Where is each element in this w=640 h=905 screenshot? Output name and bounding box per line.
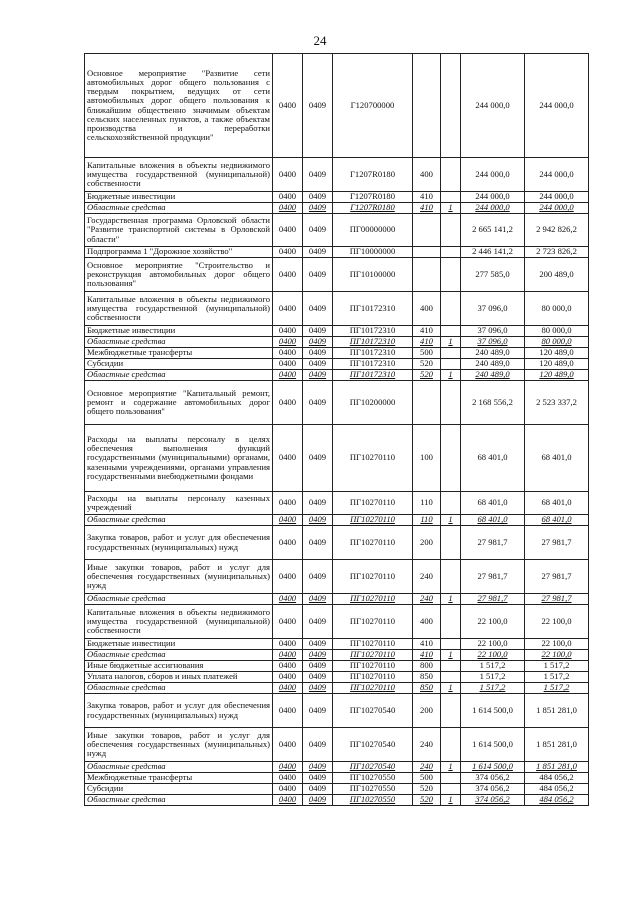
source-code [441,158,461,192]
table-row [85,214,589,247]
amount-year-2: 120 489,0 [525,348,589,359]
subsection-code: 0409 [303,683,333,694]
amount-year-2: 1 517,2 [525,683,589,694]
expense-name: Иные закупки товаров, работ и услуг для обеспечения государственных (муниципальных) нужд [85,728,273,762]
source-code: 1 [441,370,461,381]
target-article-code: Г1207R0180 [333,158,413,192]
expense-type-code: 410 [413,337,441,348]
table-row [85,381,589,425]
target-article-code: ПГ10270110 [333,492,413,515]
amount-year-2: 27 981,7 [525,526,589,560]
source-code [441,728,461,762]
amount-year-1: 2 665 141,2 [461,214,525,247]
expense-type-code: 850 [413,672,441,683]
expense-name: Областные средства [85,370,273,381]
expense-type-code [413,247,441,258]
expense-name: Областные средства [85,795,273,806]
section-code: 0400 [273,773,303,784]
amount-year-1: 1 517,2 [461,661,525,672]
source-code [441,258,461,292]
expense-type-code: 400 [413,158,441,192]
expense-name: Закупка товаров, работ и услуг для обеспечения государственных (муниципальных) нужд [85,694,273,728]
amount-year-1: 2 168 556,2 [461,381,525,425]
expense-type-code: 520 [413,370,441,381]
subsection-code: 0409 [303,762,333,773]
target-article-code: ПГ10270550 [333,795,413,806]
source-code [441,348,461,359]
target-article-code: ПГ10270110 [333,661,413,672]
expense-name: Межбюджетные трансферты [85,348,273,359]
table-row [85,672,589,683]
section-code: 0400 [273,381,303,425]
amount-year-2: 2 523 337,2 [525,381,589,425]
target-article-code: ПГ10270110 [333,425,413,492]
section-code: 0400 [273,639,303,650]
target-article-code: ПГ10000000 [333,247,413,258]
amount-year-2: 80 000,0 [525,292,589,326]
subsection-code: 0409 [303,515,333,526]
source-code [441,381,461,425]
amount-year-2: 22 100,0 [525,605,589,639]
amount-year-1: 240 489,0 [461,348,525,359]
section-code: 0400 [273,784,303,795]
subsection-code: 0409 [303,192,333,203]
section-code: 0400 [273,661,303,672]
expense-type-code: 410 [413,639,441,650]
section-code: 0400 [273,762,303,773]
expense-type-code: 100 [413,425,441,492]
target-article-code: Г1207R0180 [333,203,413,214]
amount-year-1: 1 614 500,0 [461,728,525,762]
subsection-code: 0409 [303,292,333,326]
source-code [441,247,461,258]
amount-year-1: 244 000,0 [461,158,525,192]
expense-type-code: 200 [413,694,441,728]
table-row-oblast [85,650,589,661]
expense-type-code: 200 [413,526,441,560]
table-row [85,158,589,192]
expense-name: Бюджетные инвестиции [85,326,273,337]
expense-type-code: 410 [413,203,441,214]
target-article-code: ПГ10270110 [333,515,413,526]
subsection-code: 0409 [303,773,333,784]
subsection-code: 0409 [303,639,333,650]
subsection-code: 0409 [303,326,333,337]
amount-year-1: 240 489,0 [461,359,525,370]
amount-year-1: 374 056,2 [461,795,525,806]
expense-type-code: 110 [413,492,441,515]
amount-year-2: 27 981,7 [525,594,589,605]
amount-year-2: 22 100,0 [525,639,589,650]
table-row-oblast [85,594,589,605]
amount-year-2: 120 489,0 [525,359,589,370]
source-code: 1 [441,203,461,214]
amount-year-1: 37 096,0 [461,326,525,337]
amount-year-2: 484 056,2 [525,795,589,806]
expense-type-code: 410 [413,650,441,661]
table-row-oblast [85,762,589,773]
target-article-code: ПГ10172310 [333,348,413,359]
source-code [441,639,461,650]
amount-year-2: 1 851 281,0 [525,762,589,773]
table-row [85,639,589,650]
subsection-code: 0409 [303,54,333,158]
section-code: 0400 [273,326,303,337]
source-code [441,359,461,370]
amount-year-1: 37 096,0 [461,337,525,348]
expense-type-code: 520 [413,359,441,370]
expense-type-code [413,258,441,292]
expense-type-code: 410 [413,192,441,203]
target-article-code: ПГ10270110 [333,605,413,639]
table-row [85,425,589,492]
expense-type-code: 240 [413,762,441,773]
table-row-oblast [85,683,589,694]
expense-name: Уплата налогов, сборов и иных платежей [85,672,273,683]
expense-name: Капитальные вложения в объекты недвижимого имущества государственной (муниципальной) собственности [85,158,273,192]
table-row [85,359,589,370]
section-code: 0400 [273,728,303,762]
amount-year-1: 244 000,0 [461,54,525,158]
expense-type-code: 410 [413,326,441,337]
source-code: 1 [441,515,461,526]
table-row [85,192,589,203]
subsection-code: 0409 [303,214,333,247]
source-code [441,694,461,728]
table-row [85,326,589,337]
source-code [441,214,461,247]
amount-year-1: 68 401,0 [461,515,525,526]
subsection-code: 0409 [303,247,333,258]
source-code: 1 [441,795,461,806]
subsection-code: 0409 [303,370,333,381]
budget-table [84,53,589,806]
page-number: 24 [313,33,327,48]
target-article-code: ПГ10270110 [333,650,413,661]
table-row [85,492,589,515]
subsection-code: 0409 [303,492,333,515]
table-row-oblast [85,795,589,806]
expense-name: Расходы на выплаты персоналу казенных учреждений [85,492,273,515]
source-code [441,605,461,639]
section-code: 0400 [273,292,303,326]
amount-year-1: 244 000,0 [461,203,525,214]
table-row [85,728,589,762]
amount-year-2: 244 000,0 [525,203,589,214]
amount-year-2: 1 851 281,0 [525,728,589,762]
amount-year-1: 374 056,2 [461,784,525,795]
target-article-code: ПГ10172310 [333,359,413,370]
expense-name: Основное мероприятие "Капитальный ремонт, ремонт и содержание автомобильных дорог общего пользования" [85,381,273,425]
subsection-code: 0409 [303,359,333,370]
amount-year-2: 244 000,0 [525,158,589,192]
expense-name: Основное мероприятие "Строительство и реконструкция автомобильных дорог общего пользования" [85,258,273,292]
amount-year-1: 1 517,2 [461,683,525,694]
expense-name: Подпрограмма 1 "Дорожное хозяйство" [85,247,273,258]
source-code [441,773,461,784]
subsection-code: 0409 [303,605,333,639]
amount-year-1: 22 100,0 [461,605,525,639]
amount-year-1: 277 585,0 [461,258,525,292]
subsection-code: 0409 [303,672,333,683]
target-article-code: ПГ10270550 [333,773,413,784]
section-code: 0400 [273,526,303,560]
table-row [85,661,589,672]
subsection-code: 0409 [303,425,333,492]
section-code: 0400 [273,605,303,639]
target-article-code: ПГ10172310 [333,370,413,381]
expense-name: Областные средства [85,650,273,661]
source-code: 1 [441,683,461,694]
target-article-code: ПГ10270540 [333,762,413,773]
expense-name: Областные средства [85,683,273,694]
amount-year-1: 22 100,0 [461,650,525,661]
amount-year-1: 27 981,7 [461,594,525,605]
amount-year-1: 1 614 500,0 [461,762,525,773]
subsection-code: 0409 [303,348,333,359]
target-article-code: ПГ10172310 [333,337,413,348]
subsection-code: 0409 [303,661,333,672]
section-code: 0400 [273,203,303,214]
target-article-code: ПГ10270540 [333,728,413,762]
amount-year-1: 1 614 500,0 [461,694,525,728]
budget-table-body [85,54,589,806]
section-code: 0400 [273,683,303,694]
expense-name: Капитальные вложения в объекты недвижимого имущества государственной (муниципальной) собственности [85,292,273,326]
section-code: 0400 [273,492,303,515]
source-code [441,526,461,560]
table-row [85,605,589,639]
source-code [441,672,461,683]
subsection-code: 0409 [303,560,333,594]
source-code [441,292,461,326]
expense-type-code: 850 [413,683,441,694]
expense-name: Капитальные вложения в объекты недвижимого имущества государственной (муниципальной) собственности [85,605,273,639]
source-code [441,492,461,515]
amount-year-2: 484 056,2 [525,773,589,784]
amount-year-2: 1 517,2 [525,672,589,683]
table-row [85,54,589,158]
subsection-code: 0409 [303,258,333,292]
expense-type-code [413,54,441,158]
expense-name: Основное мероприятие "Развитие сети автомобильных дорог общего пользования с твердым покрытием, ведущих от сети автомобильных дорог общего пользования к ближайшим общественно значимым объектам сельских населенных пунктов, а также объектам производства и переработки сельскохозяйственной продукции" [85,54,273,158]
section-code: 0400 [273,247,303,258]
amount-year-2: 27 981,7 [525,560,589,594]
amount-year-2: 68 401,0 [525,492,589,515]
table-row [85,348,589,359]
table-row [85,560,589,594]
expense-name: Закупка товаров, работ и услуг для обеспечения государственных (муниципальных) нужд [85,526,273,560]
expense-name: Субсидии [85,784,273,795]
expense-type-code: 520 [413,784,441,795]
expense-name: Областные средства [85,762,273,773]
table-row-oblast [85,515,589,526]
expense-type-code: 240 [413,728,441,762]
expense-name: Иные закупки товаров, работ и услуг для обеспечения государственных (муниципальных) нужд [85,560,273,594]
table-row [85,784,589,795]
expense-name: Областные средства [85,337,273,348]
expense-type-code: 520 [413,795,441,806]
expense-type-code: 500 [413,348,441,359]
amount-year-2: 2 723 826,2 [525,247,589,258]
table-row [85,292,589,326]
table-row-oblast [85,203,589,214]
section-code: 0400 [273,650,303,661]
subsection-code: 0409 [303,203,333,214]
expense-type-code: 400 [413,292,441,326]
amount-year-2: 80 000,0 [525,326,589,337]
expense-type-code: 400 [413,605,441,639]
amount-year-2: 120 489,0 [525,370,589,381]
section-code: 0400 [273,214,303,247]
source-code [441,661,461,672]
subsection-code: 0409 [303,158,333,192]
source-code: 1 [441,337,461,348]
expense-name: Государственная программа Орловской области "Развитие транспортной системы в Орловской области" [85,214,273,247]
amount-year-1: 22 100,0 [461,639,525,650]
section-code: 0400 [273,425,303,492]
amount-year-1: 2 446 141,2 [461,247,525,258]
section-code: 0400 [273,192,303,203]
subsection-code: 0409 [303,337,333,348]
source-code: 1 [441,762,461,773]
amount-year-2: 1 851 281,0 [525,694,589,728]
amount-year-2: 68 401,0 [525,515,589,526]
amount-year-1: 1 517,2 [461,672,525,683]
section-code: 0400 [273,258,303,292]
expense-name: Расходы на выплаты персоналу в целях обеспечения выполнения функций государственными (муниципальными) органами, казенными учреждениями, органами управления государственными внебюджетными фондами [85,425,273,492]
section-code: 0400 [273,54,303,158]
subsection-code: 0409 [303,526,333,560]
target-article-code: ПГ10270110 [333,560,413,594]
expense-type-code: 800 [413,661,441,672]
source-code [441,425,461,492]
target-article-code: Г1207R0180 [333,192,413,203]
table-row [85,247,589,258]
source-code: 1 [441,650,461,661]
expense-type-code: 500 [413,773,441,784]
section-code: 0400 [273,348,303,359]
target-article-code: ПГ10270110 [333,526,413,560]
amount-year-1: 27 981,7 [461,560,525,594]
amount-year-2: 200 489,0 [525,258,589,292]
expense-type-code [413,214,441,247]
section-code: 0400 [273,370,303,381]
table-row [85,258,589,292]
source-code [441,784,461,795]
source-code [441,560,461,594]
table-row [85,694,589,728]
section-code: 0400 [273,594,303,605]
expense-name: Бюджетные инвестиции [85,192,273,203]
source-code: 1 [441,594,461,605]
target-article-code: ПГ10270110 [333,683,413,694]
table-row-oblast [85,370,589,381]
amount-year-1: 37 096,0 [461,292,525,326]
target-article-code: ПГ10270110 [333,594,413,605]
expense-name: Бюджетные инвестиции [85,639,273,650]
subsection-code: 0409 [303,728,333,762]
subsection-code: 0409 [303,381,333,425]
amount-year-2: 244 000,0 [525,192,589,203]
section-code: 0400 [273,515,303,526]
table-row [85,773,589,784]
target-article-code: ПГ10270550 [333,784,413,795]
source-code [441,192,461,203]
amount-year-1: 374 056,2 [461,773,525,784]
section-code: 0400 [273,158,303,192]
target-article-code: ПГ10270110 [333,639,413,650]
target-article-code: ПГ10172310 [333,326,413,337]
expense-name: Областные средства [85,203,273,214]
amount-year-2: 1 517,2 [525,661,589,672]
subsection-code: 0409 [303,784,333,795]
amount-year-1: 68 401,0 [461,425,525,492]
amount-year-1: 244 000,0 [461,192,525,203]
expense-type-code: 240 [413,594,441,605]
expense-name: Областные средства [85,594,273,605]
amount-year-1: 27 981,7 [461,526,525,560]
target-article-code: Г120700000 [333,54,413,158]
target-article-code: ПГ10100000 [333,258,413,292]
subsection-code: 0409 [303,594,333,605]
expense-type-code: 110 [413,515,441,526]
target-article-code: ПГ10172310 [333,292,413,326]
section-code: 0400 [273,795,303,806]
section-code: 0400 [273,694,303,728]
target-article-code: ПГ00000000 [333,214,413,247]
target-article-code: ПГ10270540 [333,694,413,728]
amount-year-2: 68 401,0 [525,425,589,492]
source-code [441,326,461,337]
target-article-code: ПГ10200000 [333,381,413,425]
expense-type-code: 240 [413,560,441,594]
amount-year-2: 80 000,0 [525,337,589,348]
expense-name: Областные средства [85,515,273,526]
expense-name: Иные бюджетные ассигнования [85,661,273,672]
subsection-code: 0409 [303,694,333,728]
table-row-oblast [85,337,589,348]
expense-name: Межбюджетные трансферты [85,773,273,784]
expense-type-code [413,381,441,425]
amount-year-2: 2 942 826,2 [525,214,589,247]
subsection-code: 0409 [303,650,333,661]
amount-year-2: 484 056,2 [525,784,589,795]
target-article-code: ПГ10270110 [333,672,413,683]
section-code: 0400 [273,359,303,370]
section-code: 0400 [273,672,303,683]
subsection-code: 0409 [303,795,333,806]
section-code: 0400 [273,560,303,594]
amount-year-1: 240 489,0 [461,370,525,381]
expense-name: Субсидии [85,359,273,370]
source-code [441,54,461,158]
amount-year-2: 244 000,0 [525,54,589,158]
table-row [85,526,589,560]
amount-year-2: 22 100,0 [525,650,589,661]
amount-year-1: 68 401,0 [461,492,525,515]
section-code: 0400 [273,337,303,348]
